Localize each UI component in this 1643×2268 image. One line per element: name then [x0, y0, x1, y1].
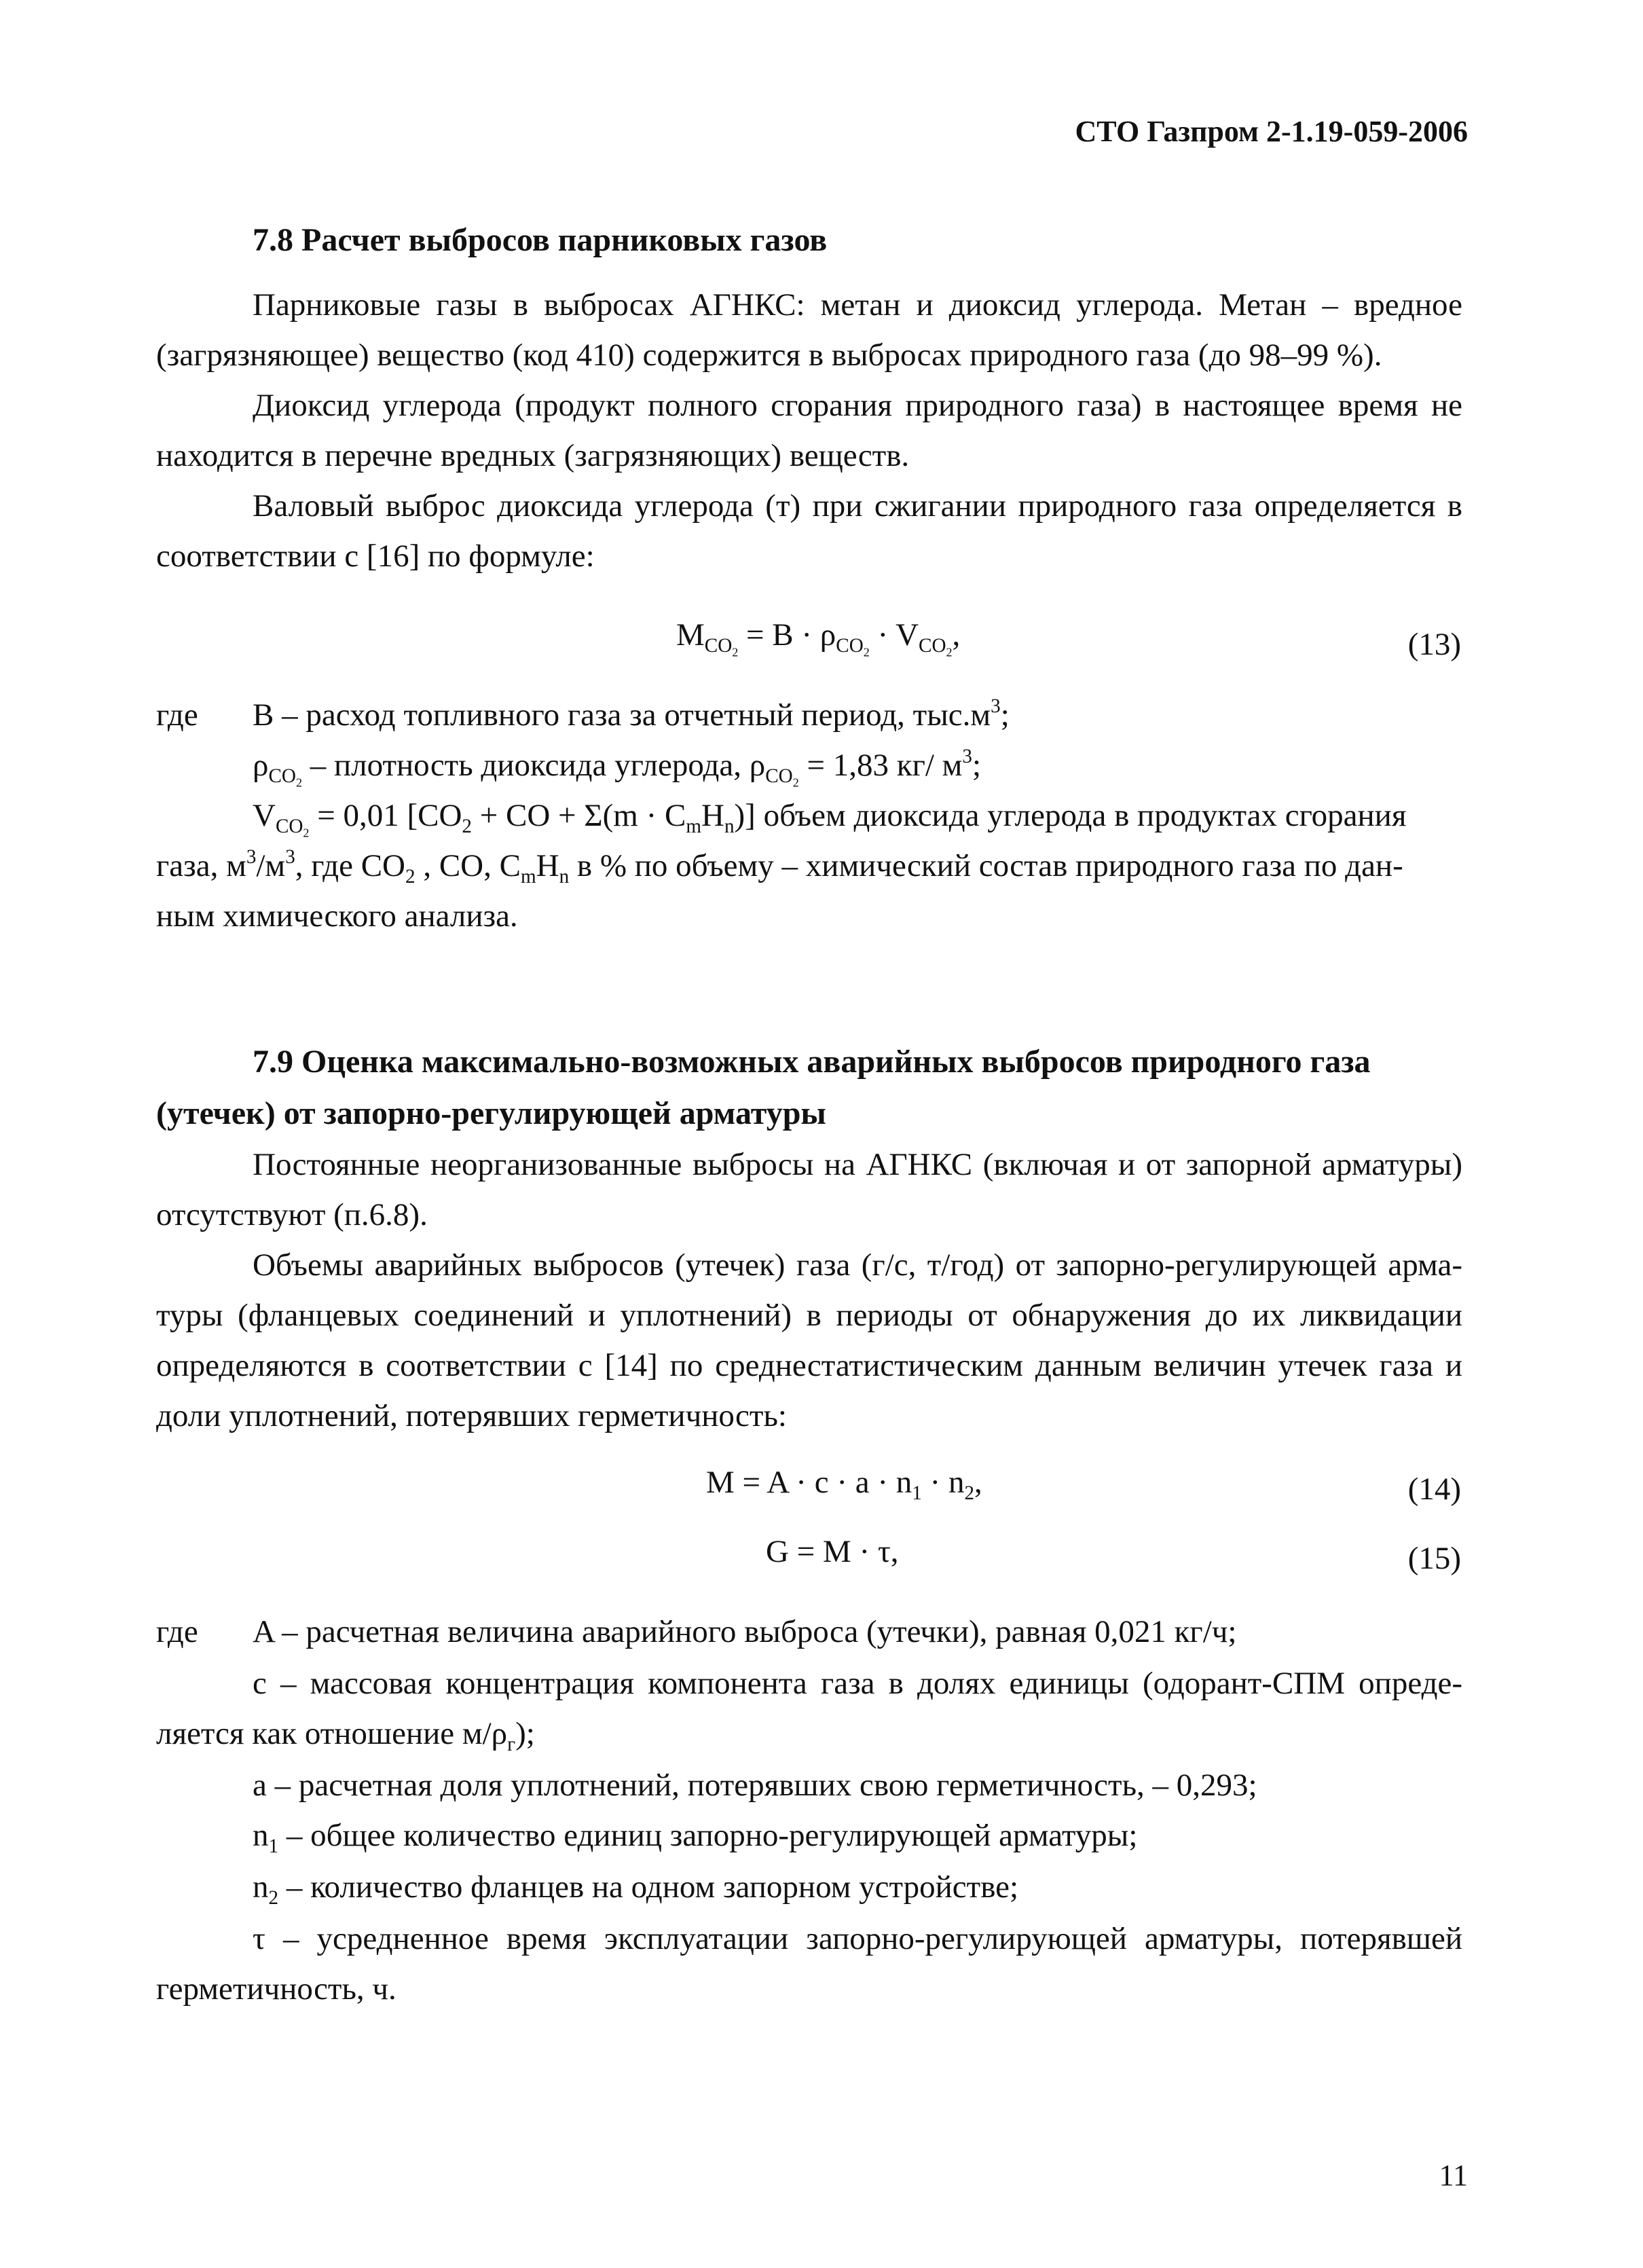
- s79-where-c-line1: c – массовая концентрация компонента газа в долях единицы (одорант-СПМ опреде-: [253, 1666, 1462, 1701]
- s78-where-v-line2: газа, $м^3/м^3$, где $CO_2$ , CO, $C_mH_n$ в % по объему – химический состав природного газа по дан-: [156, 846, 1403, 888]
- section-7-9-heading-line2: (утечек) от запорно-регулирующей арматуры: [156, 1095, 826, 1131]
- s79-where-a-share: a – расчетная доля уплотнений, потерявших свою герметичность, – 0,293;: [253, 1768, 1257, 1803]
- s79-where-c-line2: ляется как отношение $м/\rho_г$);: [156, 1716, 535, 1756]
- s79-where-n1: $n_1$ – общее количество единиц запорно-регулирующей арматуры;: [253, 1818, 1138, 1858]
- where-label-2: где: [156, 1614, 198, 1649]
- s79-p1-line2: отсутствуют (п.6.8).: [156, 1197, 428, 1232]
- s78-where-v-line3: ным химического анализа.: [156, 898, 518, 934]
- s79-where-tau-line1: τ – усредненное время эксплуатации запорно-регулирующей арматуры, потерявшей: [253, 1921, 1462, 1956]
- s78-p1-line2: (загрязняющее) вещество (код 410) содержится в выбросах природного газа (до 98–99 %).: [156, 337, 1382, 373]
- s79-p2-line2: туры (фланцевых соединений и уплотнений) в периоды от обнаружения до их ликвидации: [156, 1298, 1462, 1333]
- s78-p3-line1: Валовый выброс диоксида углерода (т) при сжигании природного газа определяется в: [253, 488, 1462, 524]
- s78-where-v-line1: $V_{CO_2} = 0,01$ [$CO_2$ + CO + $\Sigma(m \cdot C_mH_n)$] объем диоксида углерода в продуктах сгорания: [253, 798, 1407, 840]
- section-7-9-heading-line1: 7.9 Оценка максимально-возможных аварийных выбросов природного газа: [253, 1044, 1371, 1080]
- document-header: СТО Газпром 2-1.19-059-2006: [1075, 115, 1468, 148]
- where-label-1: где: [156, 697, 198, 733]
- equation-15-number: (15): [1407, 1541, 1461, 1576]
- s78-p2-line2: находится в перечне вредных (загрязняющих) веществ.: [156, 438, 910, 473]
- s78-p1-line1: Парниковые газы в выбросах АГНКС: метан и диоксид углерода. Метан – вредное: [253, 287, 1462, 323]
- s79-p2-line4: доли уплотнений, потерявших герметичность:: [156, 1398, 787, 1433]
- s78-where-b: В – расход топливного газа за отчетный период, $тыс.м^3$;: [253, 695, 1010, 733]
- s79-p1-line1: Постоянные неорганизованные выбросы на АГНКС (включая и от запорной арматуры): [253, 1147, 1462, 1182]
- equation-13-number: (13): [1407, 627, 1461, 662]
- section-7-8-heading: 7.8 Расчет выбросов парниковых газов: [253, 222, 828, 258]
- s79-where-tau-line2: герметичность, ч.: [156, 1971, 396, 2007]
- s79-where-n2: $n_2$ – количество фланцев на одном запорном устройстве;: [253, 1869, 1019, 1909]
- equation-14: $M = A \cdot c \cdot a \cdot n_1 \cdot n_2$,: [706, 1465, 982, 1505]
- page-number: 11: [1439, 2159, 1468, 2192]
- s79-p2-line1: Объемы аварийных выбросов (утечек) газа (г/с, т/год) от запорно-регулирующей арма-: [253, 1247, 1462, 1283]
- equation-13: $M_{CO_2} = B \cdot \rho_{CO_2} \cdot V_{CO_2}$,: [676, 617, 961, 659]
- s78-p3-line2: соответствии с [16] по формуле:: [156, 538, 595, 574]
- equation-15: G = M · τ,: [766, 1534, 899, 1569]
- equation-14-number: (14): [1407, 1471, 1461, 1507]
- s78-where-rho: $\rho_{CO_2}$ – плотность диоксида углерода, $\rho_{CO_2} = 1,83$ кг/ $м^3$;: [253, 746, 982, 790]
- s79-p2-line3: определяются в соответствии с [14] по среднестатистическим данным величин утечек газа и: [156, 1348, 1462, 1383]
- s78-p2-line1: Диоксид углерода (продукт полного сгорания природного газа) в настоящее время не: [253, 388, 1462, 423]
- s79-where-a: A – расчетная величина аварийного выброса (утечки), равная 0,021 кг/ч;: [253, 1614, 1237, 1649]
